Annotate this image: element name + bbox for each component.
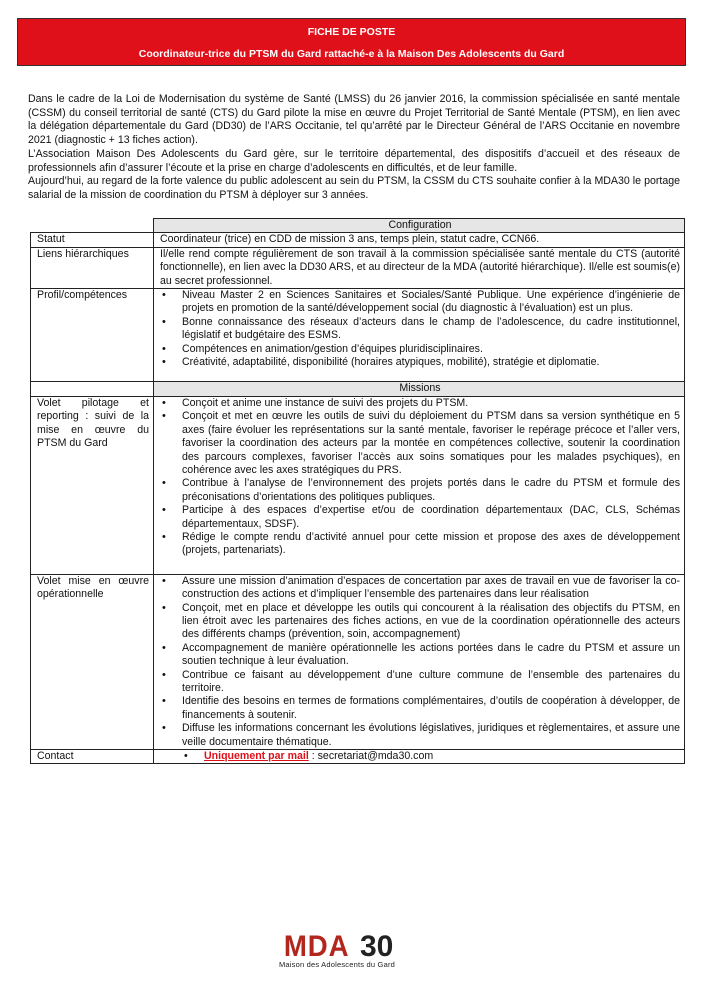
pilotage-label: Volet pilotage et reporting : suivi de la mise en œuvre du PTSM du Gard — [31, 396, 154, 574]
list-item: • Identifie des besoins en termes de formations complémentaires, d’outils de coopération à développer, de financements à soutenir. — [182, 695, 680, 722]
configuration-heading: Configuration — [154, 219, 685, 233]
liens-label: Liens hiérarchiques — [31, 247, 154, 288]
list-item: • Contribue ce faisant au développement d’une culture commune de l’ensemble des partenaires du territoire. — [182, 669, 680, 696]
bullet-icon: • — [184, 750, 188, 763]
list-item: • Compétences en animation/gestion d’équipes pluridisciplinaires. — [182, 343, 680, 356]
intro-paragraph: Aujourd’hui, au regard de la forte valence du public adolescent au sein du PTSM, la CSSM du CTS souhaite confier à la MDA30 le portage salarial de la mission de coordination du PTSM à déployer sur 3 années. — [28, 175, 680, 201]
statut-label: Statut — [31, 233, 154, 247]
list-item: • Conçoit et met en œuvre les outils de suivi du déploiement du PTSM dans sa version synthétique en 5 axes (faire évoluer les représentations sur la santé mentale, favoriser le repérage précoce et l’aller vers, favoriser la coordination des acteurs par la montée en compétences collective, soutenir la coordination des parcours complexes, favoriser l’accès aux soins somatiques pour les malades psychiques), en cohérence avec les axes stratégiques du PRS. — [182, 410, 680, 477]
job-table — [30, 218, 685, 764]
intro-paragraph: L’Association Maison Des Adolescents du Gard gère, sur le territoire départemental, des dispositifs d’accueil et des réseaux de professionnels afin d’assurer l’écoute et la prise en charge d’adolescents en difficultés, et de leur famille. — [28, 147, 680, 174]
liens-value: Il/elle rend compte régulièrement de son travail à la commission spécialisée santé mentale du CTS (autorité fonctionnelle), en lien avec la DD30 ARS, et au directeur de la MDA (autorité hiérarchique). Il/elle est soumis(e) au secret professionnel. — [154, 247, 685, 288]
list-item: • Niveau Master 2 en Sciences Sanitaires et Sociales/Santé Publique. Une expérience d’ingénierie de projets en promotion de la santé/développement social (du diagnostic à l’évaluation) est un plus. — [182, 289, 680, 316]
logo-mda: MDA — [283, 930, 350, 963]
logo-tagline: Maison des Adolescents du Gard — [278, 960, 396, 969]
document-title: FICHE DE POSTE — [307, 26, 396, 38]
contact-value — [154, 750, 685, 764]
contact-method: Uniquement par mail — [204, 750, 309, 763]
profil-value — [154, 289, 685, 382]
list-item: • Participe à des espaces d’expertise et/ou de coordination départementaux (DAC, CLS, Schémas départementaux, SDSF). — [182, 504, 680, 531]
list-item: • Accompagnement de manière opérationnelle les actions portées dans le cadre du PTSM et assure un soutien technique à leur évaluation. — [182, 642, 680, 669]
contact-email[interactable]: secretariat@mda30.com — [317, 750, 434, 763]
document-header — [17, 18, 686, 66]
profil-list — [160, 289, 680, 369]
pilotage-list — [160, 397, 680, 558]
missions-heading: Missions — [154, 382, 685, 396]
operationnel-value — [154, 574, 685, 749]
list-item: • Créativité, adaptabilité, disponibilité (horaires atypiques, mobilité), stratégie et diplomatie. — [182, 356, 680, 369]
list-item: • Diffuse les informations concernant les évolutions législatives, juridiques et règlementaires, et assure une veille documentaire thématique. — [182, 722, 680, 749]
mda30-logo — [262, 930, 412, 980]
contact-separator: : — [308, 750, 318, 763]
profil-label: Profil/compétences — [31, 289, 154, 382]
list-item: • Rédige le compte rendu d’activité annuel pour cette mission et propose des axes de développement (projets, partenariats). — [182, 531, 680, 558]
document-subtitle: Coordinateur-trice du PTSM du Gard rattaché-e à la Maison Des Adolescents du Gard — [138, 48, 565, 60]
operationnel-list — [160, 575, 680, 749]
statut-value: Coordinateur (trice) en CDD de mission 3 ans, temps plein, statut cadre, CCN66. — [154, 233, 685, 247]
list-item: • Bonne connaissance des réseaux d’acteurs dans le champ de l’adolescence, du cadre institutionnel, législatif et budgétaire des ESMS. — [182, 316, 680, 343]
operationnel-label: Volet mise en œuvre opérationnelle — [31, 574, 154, 749]
list-item: • Contribue à l’analyse de l’environnement des projets portés dans le cadre du PTSM et formule des préconisations d’orientations des politiques publiques. — [182, 477, 680, 504]
pilotage-value — [154, 396, 685, 574]
intro-text — [28, 93, 680, 203]
list-item: • Assure une mission d’animation d’espaces de concertation par axes de travail en vue de favoriser la co-construction des actions et d’impliquer l’ensemble des partenaires dans leur réalisation — [182, 575, 680, 602]
logo-number: 30 — [359, 930, 394, 963]
intro-paragraph: Dans le cadre de la Loi de Modernisation du système de Santé (LMSS) du 26 janvier 2016, la commission spécialisée en santé mentale (CSSM) du conseil territorial de santé (CTS) du Gard pilote la mise en œuvre du Projet Territorial de Santé Mentale (PTSM), en lien avec la délégation départementale du Gard (DD30) de l’ARS Occitanie, tel qu’arrêté par le Directeur Général de l’ARS Occitanie en novembre 2021 (diagnostic + 13 fiches action). — [28, 93, 680, 147]
contact-label: Contact — [31, 750, 154, 764]
list-item: • Conçoit et anime une instance de suivi des projets du PTSM. — [182, 397, 680, 410]
list-item: • Conçoit, met en place et développe les outils qui concourent à la réalisation des objectifs du PTSM, en lien étroit avec les partenaires des fiches actions, en vue de la coordination opérationnelle des acteurs des différents champs (prévention, soin, accompagnement) — [182, 602, 680, 642]
